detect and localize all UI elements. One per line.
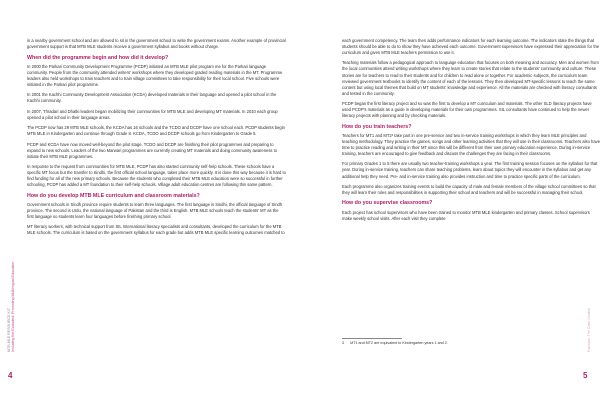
section-heading: How do you train teachers? [342,123,412,130]
body-paragraph: Teachers for MT1 and MT2³ take part in one pre-service and two in-service training workshops in which they learn MLE principles and teaching methodology. They practice the games, songs and other learning activities that they will use in their classrooms. Teachers also have time to practice reading and writing in their MT since this will be different from their own primary education experience. During in-service training, teachers are encouraged to give feedback and discuss the challenges they are facing in their classrooms. [342,132,600,157]
page-number-right: 5 [583,371,588,380]
book-subtitle-label: Including the Excluded: Promoting Multilingual Education [11,261,15,352]
body-paragraph: For primary Grades 1 to 5 there are usually two teacher-training workshops a year. The first training session focuses on the syllabus for that year. During in-service training, teachers can share teaching problems, learn about topics they will encounter in the syllabus and get any additional help they need. Pre- and in-service training also provides instruction and time to practice specific parts of the curriculum. [342,161,598,179]
body-paragraph: In 2007, Thradari and Dhatki leaders began mobilizing their communities for MTB MLE and developing MT materials. In 2010 each group opened a pilot school in their language areas. [27,108,278,120]
page-number-left: 4 [8,371,13,380]
case-studies-label: Pakistan: The Case Studies [587,307,591,352]
right-running-header [587,308,591,352]
body-paragraph: Government schools in Sindh province require students to learn three languages. The first language is Sindhi, the official language of Sindh province. The second is Urdu, the national language of Pakistan and the third is English. MTB MLE schools teach the students' MT as the first language so students learn four languages before finishing primary school. [27,201,283,220]
body-paragraph: MT literacy workers, with technical support from SIL International literacy specialists and consultants, developed the curriculum for the MTB MLE schools. The curriculum is based on the government syllabus for each grade but adds MTB MLE specific learning outcomes matched to [27,224,285,236]
right-text-column [342,38,600,226]
section-heading: When did the programme begin and how did it develop? [27,54,169,61]
left-running-header [7,262,15,353]
body-paragraph: in a nearby government school and are allowed to sit in the government school to write the government exams. Another example of provincial government support is that MTB MLE students receive a government syllabus and books without charge. [27,38,286,50]
body-paragraph: Teaching materials follow a pedagogical approach to language education that focuses on both meaning and accuracy. Men and women from the local communities attend writing workshops where they learn to create stories that relate to the students' community and culture. These stories are for teachers to read to their students and for children to read alone or together. For academic subjects, the curriculum team reviewed government textbooks to identify the content of each of the lessons. They then developed MT-specific lessons to teach the same content but using local themes that build on MT students' knowledge and experience. All the materials are checked with literacy consultants and tested in the community. [342,60,599,96]
footnote-number: 3 [342,341,345,345]
body-paragraph: In response to the request from communities for MTB MLE, PCDP has also started community self-help schools. These schools have a specific MT focus but the transfer to Sindhi, the first official school language, takes place more quickly. It is done this way because it is hard to find funding for all of the new primary schools. Because the students who completed their MTB MLE education were so successful in further schooling, PCDP has added a MT foundation to their self-help schools. Village adult education centres are following this same pattern. [27,163,286,188]
body-paragraph: Each programme also organizes training events to build the capacity of male and female members of the village school committees so that they will learn their roles and responsibilities in supporting their school and teachers and will be successful in managing their school. [342,183,596,195]
footnote-divider [342,338,402,339]
body-paragraph: PCDP and KCDA have now moved well-beyond the pilot stage. TCDO and DCDP are finishing their pilot programmes and preparing to expand to new schools. Leaders of the two Marwari programmes are currently creating MT materials and doing community awareness to initiate their MTB MLE programmes. [27,141,278,159]
section-heading: How do you supervise classrooms? [342,200,433,207]
body-paragraph: The PCDP now has 29 MTB MLE schools, the KCDA has 16 schools and the TCDO and DCDP have one school each. PCDP students begin MTB MLE in Kindergarten and continue through Grade 8. KCDA, TCDO and DCDP schools go from Kindergarten to Grade 5. [27,125,285,137]
footnote [342,341,448,346]
body-paragraph: each government competency. The team then adds performance indicators for each learning outcome. The indicators state the things that students should be able to do to show they have achieved each outcome. Government supervisors have expressed their appreciation for the curriculum and given MTB MLE teachers permission to use it. [342,38,600,56]
left-text-column [27,38,286,241]
section-heading: How do you develop MTB MLE curriculum and classroom materials? [27,192,200,199]
footnote-text: MT1 and MT2 are equivalent to Kindergarten years 1 and 2. [350,341,448,345]
resource-kit-label: MTB-MLE RESOURCE KIT [7,307,11,352]
body-paragraph: PCDP began the first literacy project and so was the first to develop a MT curriculum and materials. The other SLD literacy projects have used PCDP's materials as a guide in developing materials for their own programmes. SIL consultants have continued to help the newer literacy projects with planning and by checking materials. [342,101,592,119]
body-paragraph: In 2001 the Kachhi Community Development Association (KCDA) developed materials in their language and opened a pilot school in the Kachhi community. [27,92,277,104]
body-paragraph: Each project has school supervisors who have been trained to monitor MTB MLE kindergarten and primary classes. School supervisors make weekly school visits. After each visit they complete [342,209,590,221]
body-paragraph: In 2000 the Parkari Community Development Programme (PCDP) initiated an MTB MLE pilot program me for the Parkari language community. People from the community attended writers' workshops where they developed graded reading materials in the MT. Programme leaders also held workshops to train teachers and to train village committees to take responsibility for their local school. Five schools were initiated in the Parkari pilot programme. [27,63,283,88]
